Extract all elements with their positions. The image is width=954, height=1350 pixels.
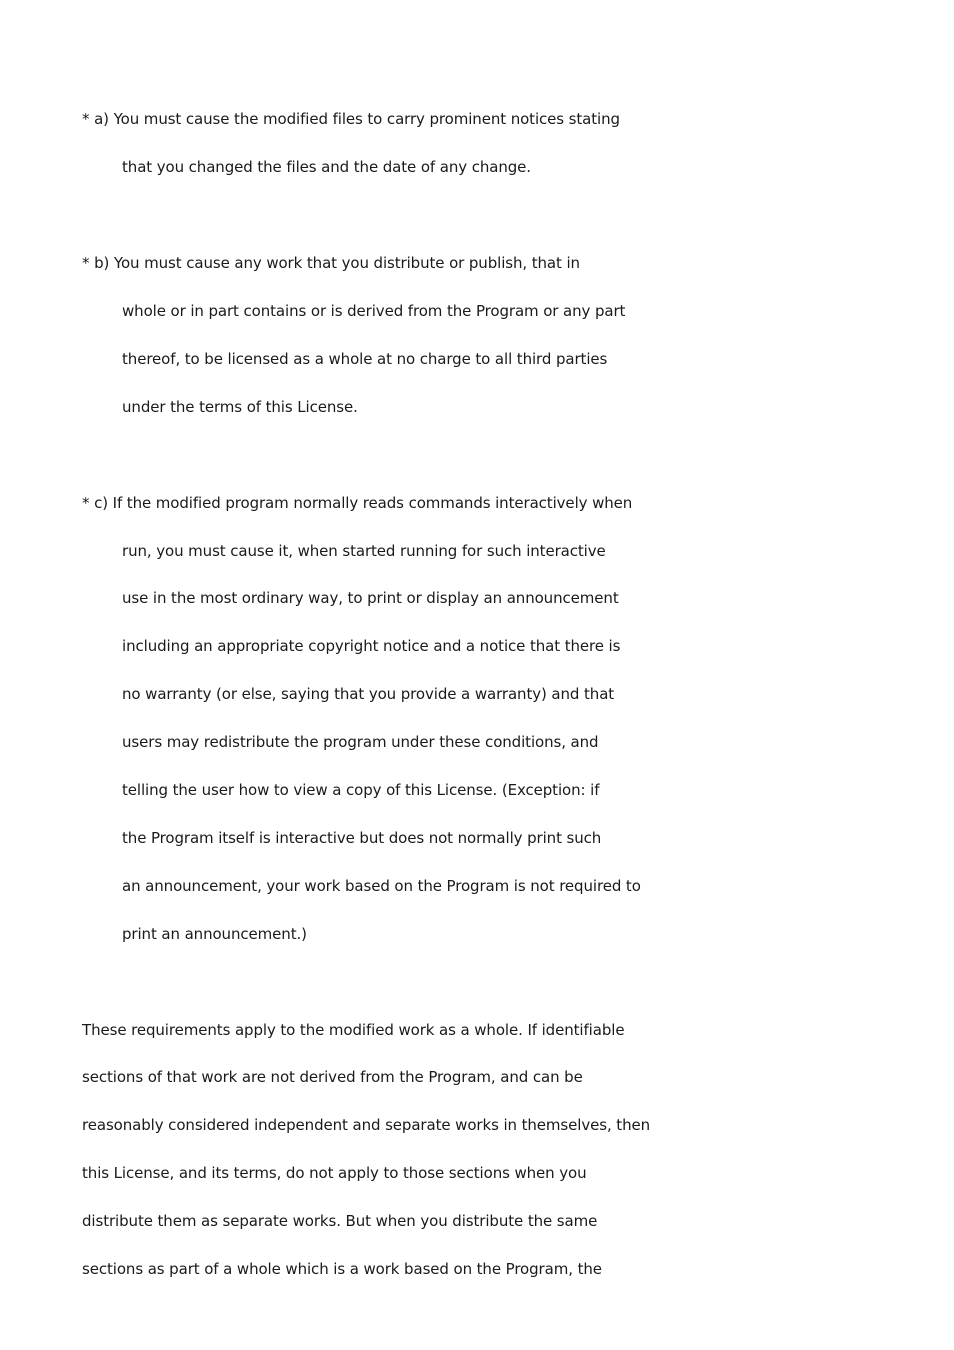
item-b-line-1: * b) You must cause any work that you distribute or publish, that in bbox=[82, 254, 580, 272]
item-b-line-4: under the terms of this License. bbox=[122, 398, 358, 416]
item-c-line-10: print an announcement.) bbox=[122, 925, 307, 943]
paragraph-line-3: reasonably considered independent and separate works in themselves, then bbox=[82, 1116, 651, 1134]
item-c-line-8: the Program itself is interactive but does not normally print such bbox=[122, 829, 602, 847]
item-c-line-4: including an appropriate copyright notice and a notice that there is bbox=[122, 637, 621, 655]
item-a-line-2: that you changed the files and the date of any change. bbox=[122, 158, 531, 176]
item-c-line-2: run, you must cause it, when started running for such interactive bbox=[122, 542, 606, 560]
item-c-line-7: telling the user how to view a copy of this License. (Exception: if bbox=[122, 781, 600, 799]
item-c-line-5: no warranty (or else, saying that you provide a warranty) and that bbox=[122, 685, 615, 703]
item-b-line-2: whole or in part contains or is derived from the Program or any part bbox=[122, 302, 626, 320]
item-c-line-9: an announcement, your work based on the Program is not required to bbox=[122, 877, 641, 895]
paragraph-line-1: These requirements apply to the modified work as a whole. If identifiable bbox=[82, 1021, 625, 1039]
paragraph-line-5: distribute them as separate works. But when you distribute the same bbox=[82, 1212, 598, 1230]
paragraph-line-2: sections of that work are not derived from the Program, and can be bbox=[82, 1068, 583, 1086]
item-c-line-6: users may redistribute the program under these conditions, and bbox=[122, 733, 599, 751]
paragraph-line-4: this License, and its terms, do not apply to those sections when you bbox=[82, 1164, 587, 1182]
item-b-line-3: thereof, to be licensed as a whole at no charge to all third parties bbox=[122, 350, 608, 368]
item-a-line-1: * a) You must cause the modified files to carry prominent notices stating bbox=[82, 110, 620, 128]
item-c-line-1: * c) If the modified program normally reads commands interactively when bbox=[82, 494, 633, 512]
paragraph-line-6: sections as part of a whole which is a work based on the Program, the bbox=[82, 1260, 602, 1278]
item-c-line-3: use in the most ordinary way, to print or display an announcement bbox=[122, 589, 619, 607]
